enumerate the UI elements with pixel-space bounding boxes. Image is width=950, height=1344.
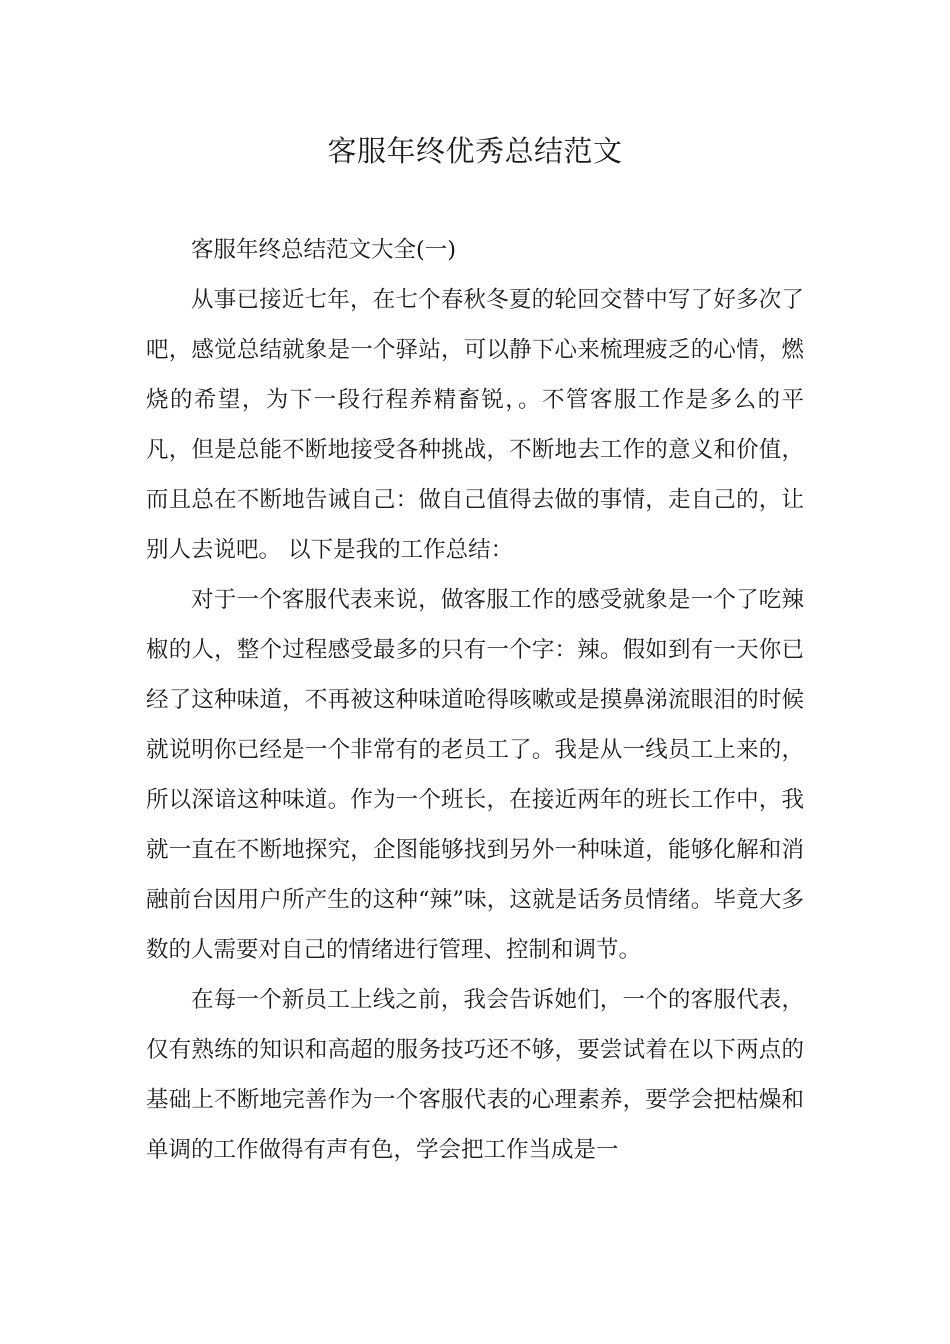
paragraph-3: 在每一个新员工上线之前，我会告诉她们，一个的客服代表，仅有熟练的知识和高超的服务技巧还不够，要尝试着在以下两点的基础上不断地完善作为一个客服代表的心理素养，要学会把枯燥和单调的工作做得有声有色，学会把工作当成是一 xyxy=(146,987,804,1163)
document-title: 客服年终优秀总结范文 xyxy=(327,134,623,168)
paragraph-1: 从事已接近七年，在七个春秋冬夏的轮回交替中写了好多次了吧，感觉总结就象是一个驿站，可以静下心来梳理疲乏的心情，燃烧的希望，为下一段行程养精畜锐，。不管客服工作是多么的平凡，但是总能不断地接受各种挑战，不断地去工作的意义和价值，而且总在不断地告诫自己：做自己值得去做的事情，走自己的，让别人去说吧。 以下是我的工作总结： xyxy=(146,287,804,563)
paragraph-2: 对于一个客服代表来说，做客服工作的感受就象是一个了吃辣椒的人，整个过程感受最多的只有一个字：辣。假如到有一天你已经了这种味道，不再被这种味道呛得咳嗽或是摸鼻涕流眼泪的时候就说明你已经是一个非常有的老员工了。我是从一线员工上来的，所以深谙这种味道。作为一个班长，在接近两年的班长工作中，我就一直在不断地探究，企图能够找到另外一种味道，能够化解和消融前台因用户所产生的这种“辣”味，这就是话务员情绪。毕竟大多数的人需要对自己的情绪进行管理、控制和调节。 xyxy=(146,587,804,963)
document-body xyxy=(146,225,804,1175)
section-heading: 客服年终总结范文大全(一) xyxy=(191,237,457,263)
